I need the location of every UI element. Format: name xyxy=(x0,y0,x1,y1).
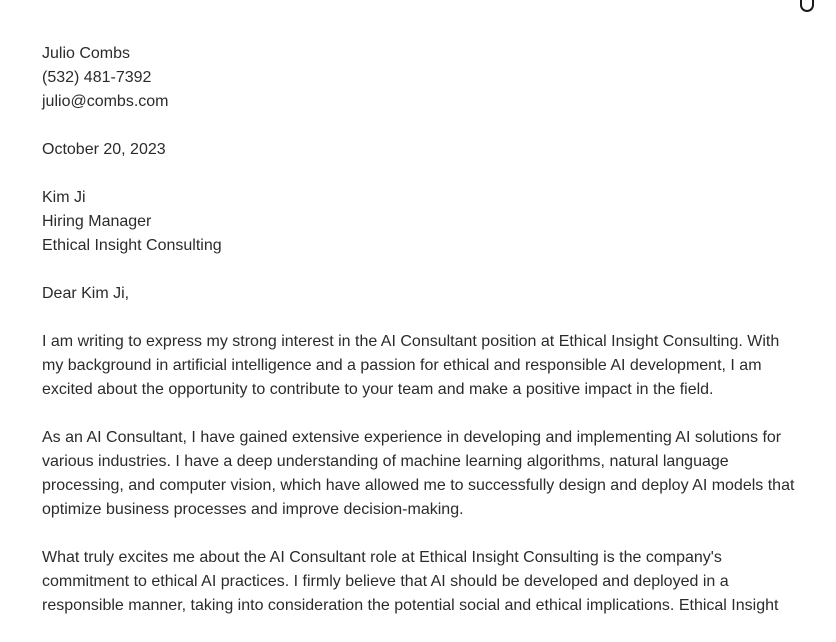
sender-block xyxy=(42,42,802,114)
salutation-block xyxy=(42,282,802,306)
body-paragraph-2: As an AI Consultant, I have gained extensive experience in developing and implementing AI solutions for various industries. I have a deep understanding of machine learning algorithms, natural language processing, and computer vision, which have allowed me to successfully design and deploy AI models that optimize business processes and improve decision-making. xyxy=(42,429,795,518)
sender-name: Julio Combs xyxy=(42,45,131,62)
recipient-title: Hiring Manager xyxy=(42,213,152,230)
sender-phone: (532) 481-7392 xyxy=(42,69,152,86)
date-block xyxy=(42,138,802,162)
recipient-block xyxy=(42,186,802,258)
partial-glyph-icon xyxy=(800,0,814,12)
letter-date: October 20, 2023 xyxy=(42,141,166,158)
body-paragraph-3: What truly excites me about the AI Consultant role at Ethical Insight Consulting is the company's commitment to ethical AI practices. I firmly believe that AI should be developed and deployed in a responsible manner, taking into consideration the potential social and ethical implications. Ethical Insight xyxy=(42,549,779,614)
recipient-name: Kim Ji xyxy=(42,189,86,206)
recipient-company: Ethical Insight Consulting xyxy=(42,237,222,254)
cover-letter xyxy=(42,42,802,642)
body-paragraph-1: I am writing to express my strong interest in the AI Consultant position at Ethical Insight Consulting. With my background in artificial intelligence and a passion for ethical and responsible AI development, I am excited about the opportunity to contribute to your team and make a positive impact in the field. xyxy=(42,333,780,398)
salutation: Dear Kim Ji, xyxy=(42,285,130,302)
sender-email: julio@combs.com xyxy=(42,93,169,110)
